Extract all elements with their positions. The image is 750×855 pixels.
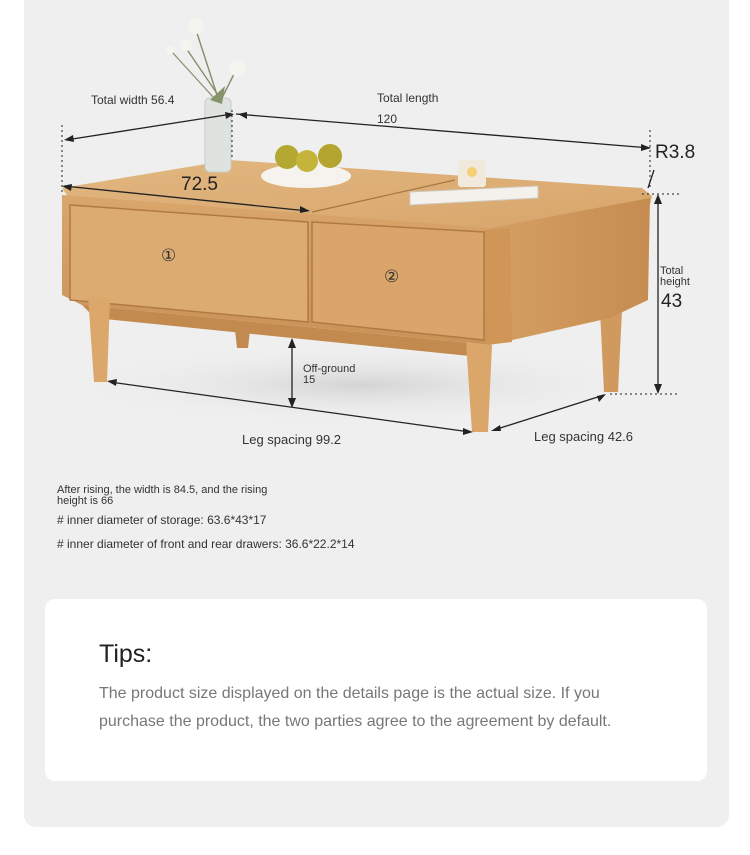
flower bbox=[229, 60, 245, 76]
radius-value: R3.8 bbox=[655, 142, 696, 163]
flower bbox=[166, 46, 174, 54]
tips-body: The product size displayed on the details page is the actual size. If you purchase the product, the two parties agree to the agreement by default. bbox=[99, 685, 612, 730]
storage-inner-note: # inner diameter of storage: 63.6*43*17 bbox=[57, 513, 267, 527]
tips-title: Tips: bbox=[99, 640, 153, 668]
off-ground-label: Off-ground bbox=[303, 363, 356, 375]
fruit bbox=[275, 145, 299, 169]
corner-post bbox=[484, 228, 512, 345]
drawer-2-marker: ② bbox=[384, 267, 400, 286]
fruit bbox=[318, 144, 342, 168]
glass-vase bbox=[205, 98, 231, 172]
total-width-label: Total width 56.4 bbox=[91, 93, 175, 107]
floor-shadow bbox=[60, 345, 660, 425]
total-height-label-2: height bbox=[660, 276, 690, 288]
total-height-label-1: Total bbox=[660, 265, 684, 277]
drawer-1-marker: ① bbox=[161, 246, 177, 265]
tips-card bbox=[45, 599, 707, 781]
candle-flame bbox=[467, 167, 477, 177]
fruit bbox=[296, 150, 318, 172]
off-ground-value: 15 bbox=[303, 374, 316, 386]
top-width-value: 72.5 bbox=[181, 174, 218, 195]
leg-spacing-front-label: Leg spacing 99.2 bbox=[242, 432, 342, 447]
flower bbox=[188, 18, 204, 34]
flower bbox=[180, 39, 192, 51]
total-length-label: Total length bbox=[377, 91, 439, 105]
leg-spacing-side-label: Leg spacing 42.6 bbox=[534, 429, 634, 444]
total-height-value: 43 bbox=[661, 291, 683, 312]
rising-note-line-2: height is 66 bbox=[57, 495, 114, 507]
drawers-inner-note: # inner diameter of front and rear drawers: 36.6*22.2*14 bbox=[57, 537, 355, 551]
rising-note-line-1: After rising, the width is 84.5, and the rising bbox=[57, 484, 268, 496]
total-length-value: 120 bbox=[377, 112, 398, 126]
